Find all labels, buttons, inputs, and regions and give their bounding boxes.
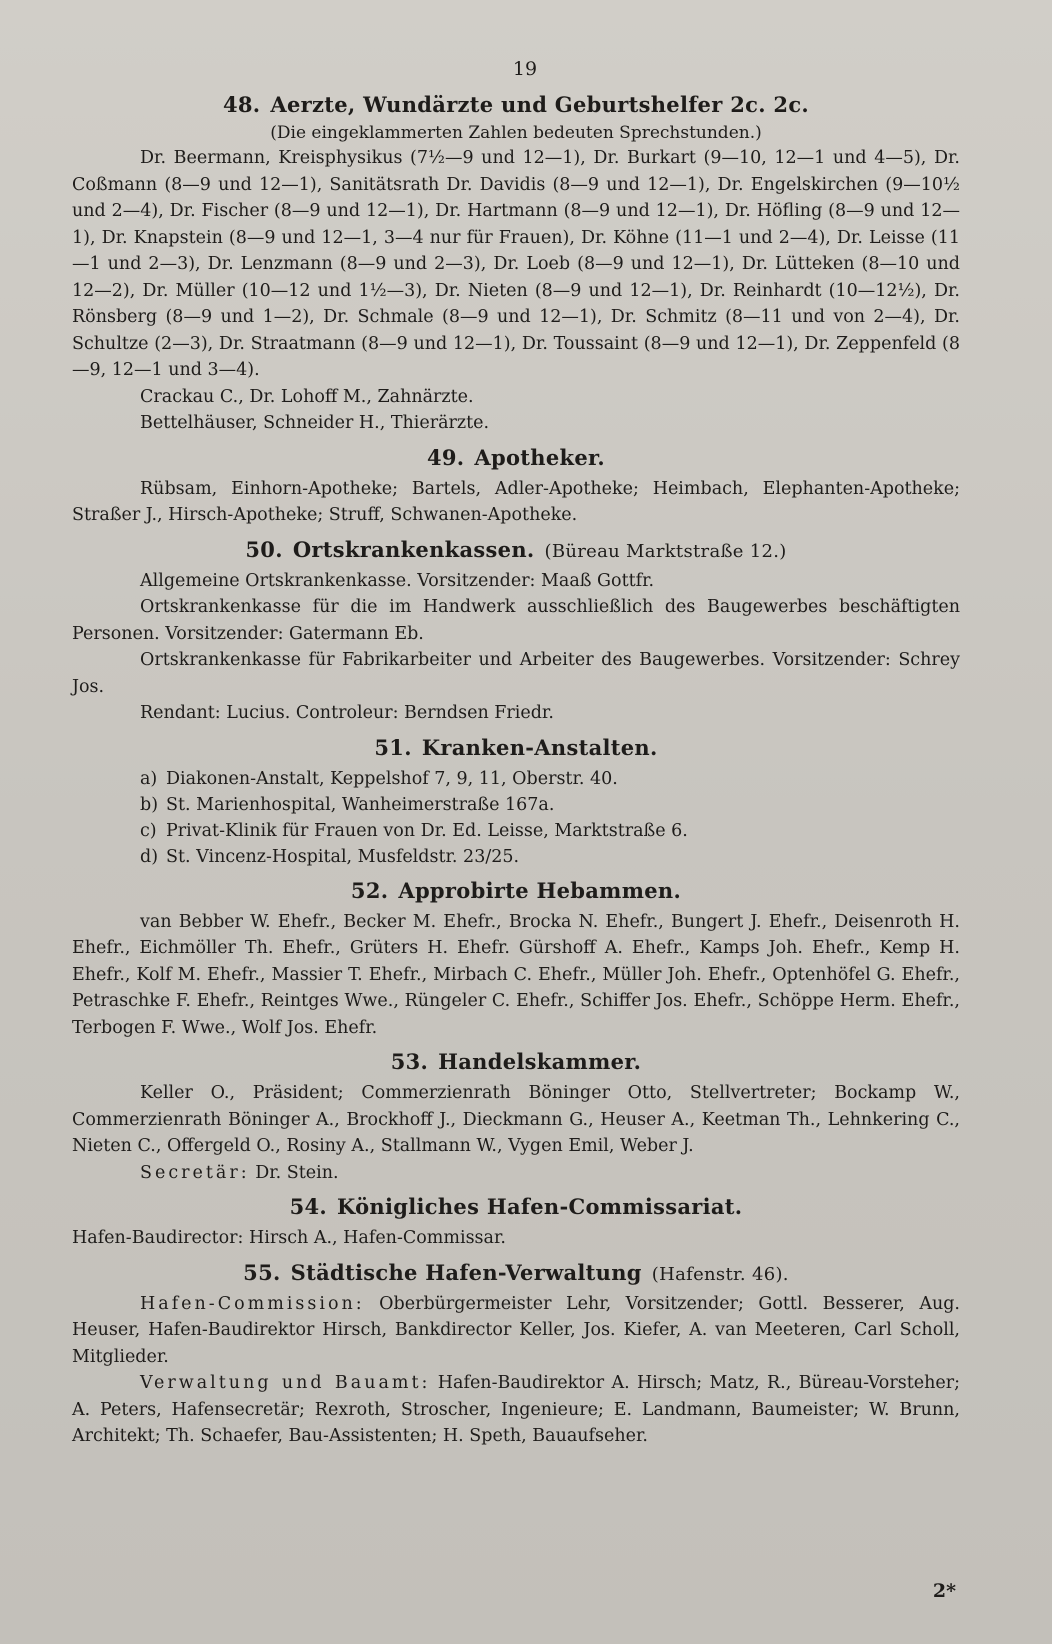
section-title: Aerzte, Wundärzte und Geburtshelfer 2c. 2c. [270, 92, 810, 117]
paragraph: Ortskrankenkasse für Fabrikarbeiter und Arbeiter des Baugewerbes. Vorsitzender: Schrey Jos. [72, 650, 960, 697]
paragraph: Keller O., Präsident; Commerzienrath Böninger Otto, Stellvertreter; Bockamp W., Commerzienrath Böninger A., Brockhoff J., Dieckmann G., Heuser A., Keetman Th., Lehnkering C., Nieten C., Offergeld O., Rosiny A., Stallmann W., Vygen Emil, Weber J. [72, 1083, 960, 1156]
list-item [72, 792, 960, 818]
admin-text: Hafen-Baudirektor A. Hirsch; Matz, R., Büreau-Vorsteher; A. Peters, Hafensecretär; Rexroth, Stroscher, Ingenieure; E. Landmann, Baumeister; W. Brunn, Architekt; Th. Schaefer, Bau-Assistenten; H. Speth, Bauaufseher. [72, 1373, 960, 1446]
section-heading [72, 445, 960, 470]
section-title: Approbirte Hebammen. [398, 877, 682, 903]
list-letter: d) [140, 846, 159, 867]
section-heading [72, 537, 960, 562]
paragraph: Bettelhäuser, Schneider H., Thierärzte. [140, 413, 490, 433]
section-kranken-anstalten [72, 735, 960, 870]
admin-paragraph [72, 1370, 960, 1450]
paragraph: Rübsam, Einhorn-Apotheke; Bartels, Adler-Apotheke; Heimbach, Elephanten-Apotheke; Straßer J., Hirsch-Apotheke; Struff, Schwanen-Apotheke. [72, 478, 960, 525]
section-note: (Die eingeklammerten Zahlen bedeuten Sprechstunden.) [270, 123, 762, 143]
section-title: Königliches Hafen-Commissariat. [337, 1194, 743, 1219]
section-heading [72, 1260, 960, 1285]
section-number: 51. [374, 734, 412, 760]
section-heading [72, 1049, 960, 1074]
paragraph: Allgemeine Ortskrankenkasse. Vorsitzender: Maaß Gottfr. [140, 570, 655, 591]
section-aerzte [72, 92, 960, 437]
commission-paragraph [72, 1291, 960, 1371]
list-letter: b) [140, 794, 159, 815]
list-text: Diakonen-Anstalt, Keppelshof 7, 9, 11, Oberstr. 40. [166, 768, 618, 789]
section-title: Ortskrankenkassen. [292, 536, 535, 562]
section-hebammen [72, 878, 960, 1042]
section-title-note: (Hafenstr. 46). [651, 1263, 789, 1285]
section-heading [72, 878, 960, 903]
section-apotheker [72, 445, 960, 529]
secretary-value: Dr. Stein. [255, 1162, 339, 1183]
secretary-label: Secretär: [140, 1162, 250, 1183]
paragraph: Crackau C., Dr. Lohoff M., Zahnärzte. [140, 386, 474, 407]
section-title: Kranken-Anstalten. [421, 734, 658, 760]
list-letter: c) [140, 820, 157, 841]
list-text: Privat-Klinik für Frauen von Dr. Ed. Leisse, Marktstraße 6. [166, 820, 688, 841]
section-heading [72, 92, 960, 117]
list-text: St. Marienhospital, Wanheimerstraße 167a. [166, 794, 555, 815]
section-number: 55. [243, 1259, 281, 1285]
list-item [72, 844, 960, 870]
section-handelskammer [72, 1049, 960, 1186]
list-text: St. Vincenz-Hospital, Musfeldstr. 23/25. [166, 846, 520, 867]
commission-label: Hafen-Commission: [140, 1293, 365, 1314]
paragraph: Rendant: Lucius. Controleur: Berndsen Friedr. [140, 703, 554, 723]
section-title-note: (Büreau Marktstraße 12.) [544, 540, 787, 562]
section-number: 50. [245, 536, 283, 562]
section-heading [72, 735, 960, 760]
paragraph: Hafen-Baudirector: Hirsch A., Hafen-Commissar. [72, 1228, 506, 1248]
list-item [72, 818, 960, 844]
section-hafen-verwaltung [72, 1260, 960, 1450]
section-ortskrankenkassen [72, 537, 960, 727]
admin-label: Verwaltung und Bauamt: [140, 1373, 431, 1393]
section-heading [72, 1194, 960, 1219]
paragraph: van Bebber W. Ehefr., Becker M. Ehefr., Brocka N. Ehefr., Bungert J. Ehefr., Deisenroth H. Ehefr., Eichmöller Th. Ehefr., Grüters H. Ehefr. Gürshoff A. Ehefr., Kamps Joh. Ehefr., Kemp H. Ehefr., Kolf M. Ehefr., Massier T. Ehefr., Mirbach C. Ehefr., Müller Joh. Ehefr., Optenhöfel G. Ehefr., Petraschke F. Ehefr., Reintges Wwe., Rüngeler C. Ehefr., Schiffer Jos. Ehefr., Schöppe Herm. Ehefr., Terbogen F. Wwe., Wolf Jos. Ehefr. [72, 911, 960, 1038]
signature-mark: 2* [932, 1580, 956, 1602]
commission-text: Oberbürgermeister Lehr, Vorsitzender; Gottl. Besserer, Aug. Heuser, Hafen-Baudirektor Hirsch, Bankdirector Keller, Jos. Kiefer, A. van Meeteren, Carl Scholl, Mitglieder. [72, 1293, 960, 1367]
section-title: Handelskammer. [438, 1049, 642, 1074]
paragraph: Dr. Beermann, Kreisphysikus (7½—9 und 12—1), Dr. Burkart (9—10, 12—1 und 4—5), Dr. Coßmann (8—9 und 12—1), Sanitätsrath Dr. Davidis (8—9 und 12—1), Dr. Engelskirchen (9—10½ und 2—4), Dr. Fischer (8—9 und 12—1), Dr. Hartmann (8—9 und 12—1), Dr. Höfling (8—9 und 12—1), Dr. Knapstein (8—9 und 12—1, 3—4 nur für Frauen), Dr. Köhne (11—1 und 2—4), Dr. Leisse (11—1 und 2—3), Dr. Lenzmann (8—9 und 2—3), Dr. Loeb (8—9 und 12—1), Dr. Lütteken (8—10 und 12—2), Dr. Müller (10—12 und 1½—3), Dr. Nieten (8—9 und 12—1), Dr. Reinhardt (10—12½), Dr. Rönsberg (8—9 und 1—2), Dr. Schmale (8—9 und 12—1), Dr. Schmitz (8—11 und von 2—4), Dr. Schultze (2—3), Dr. Straatmann (8—9 und 12—1), Dr. Toussaint (8—9 und 12—1), Dr. Zeppenfeld (8—9, 12—1 und 3—4). [72, 148, 960, 380]
section-title: Städtische Hafen-Verwaltung [290, 1259, 642, 1285]
section-number: 49. [426, 444, 465, 470]
section-hafen-commissariat [72, 1194, 960, 1252]
section-number: 52. [350, 877, 389, 903]
list-item [72, 766, 960, 792]
paragraph: Ortskrankenkasse für die im Handwerk ausschließlich des Baugewerbes beschäftigten Personen. Vorsitzender: Gatermann Eb. [72, 597, 960, 644]
page-number: 19 [512, 58, 538, 80]
section-number: 54. [289, 1194, 327, 1219]
section-number: 48. [222, 92, 261, 117]
list-letter: a) [140, 768, 158, 789]
section-title: Apotheker. [474, 444, 606, 470]
section-number: 53. [390, 1049, 429, 1074]
secretary-line [72, 1160, 960, 1187]
